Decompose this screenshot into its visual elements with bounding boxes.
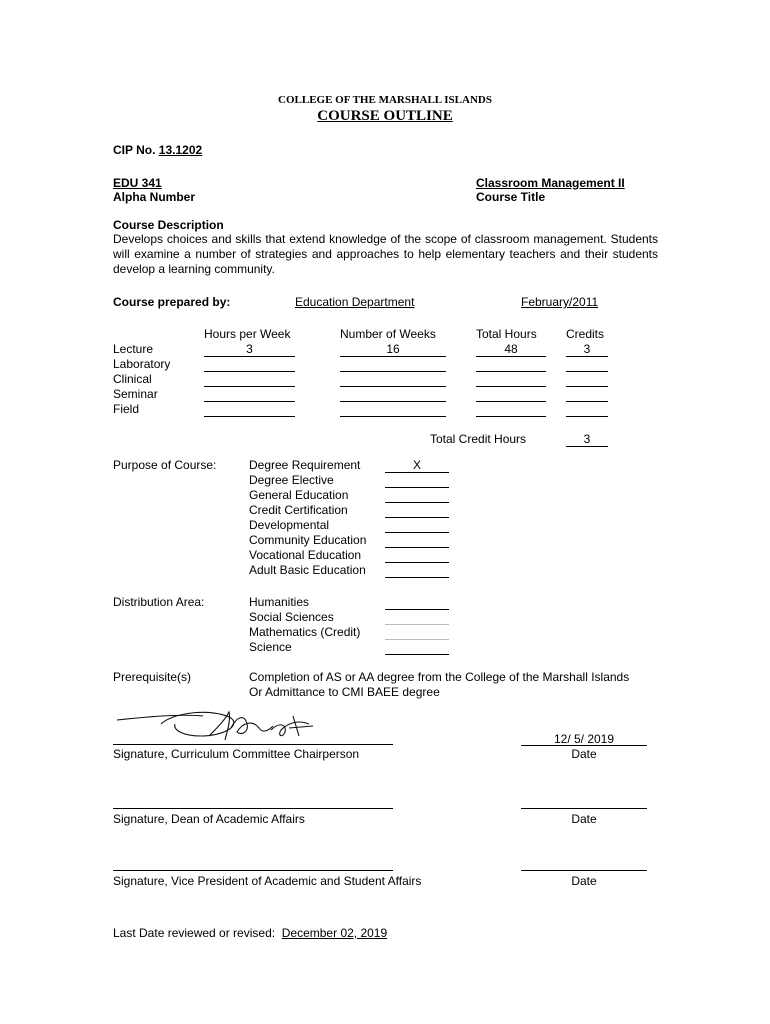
course-title: Classroom Management II bbox=[476, 176, 625, 190]
blank-line bbox=[476, 401, 546, 402]
cip-label: CIP No. bbox=[113, 143, 156, 157]
blank-line bbox=[340, 371, 446, 372]
blank-line bbox=[476, 371, 546, 372]
prerequisite-line-2: Or Admittance to CMI BAEE degree bbox=[249, 685, 440, 699]
distribution-item: Humanities bbox=[249, 595, 310, 609]
prepared-by-department: Education Department bbox=[295, 295, 415, 309]
blank-line bbox=[385, 577, 449, 578]
last-reviewed bbox=[113, 926, 387, 940]
blank-line bbox=[385, 639, 449, 640]
row-label-seminar: Seminar bbox=[113, 387, 158, 401]
signature-role: Signature, Dean of Academic Affairs bbox=[113, 812, 305, 826]
blank-line bbox=[340, 356, 446, 357]
blank-line bbox=[385, 517, 449, 518]
total-credit-hours-value: 3 bbox=[583, 432, 591, 446]
distribution-item: Mathematics (Credit) bbox=[249, 625, 361, 639]
blank-line bbox=[204, 371, 295, 372]
cip-value: 13.1202 bbox=[158, 143, 203, 157]
blank-line bbox=[566, 401, 608, 402]
date-label: Date bbox=[571, 812, 597, 826]
distribution-item: Social Sciences bbox=[249, 610, 334, 624]
blank-line bbox=[566, 446, 608, 447]
row-label-lecture: Lecture bbox=[113, 342, 154, 356]
blank-line bbox=[566, 416, 608, 417]
last-reviewed-label: Last Date reviewed or revised: bbox=[113, 926, 276, 940]
col-hours-per-week: Hours per Week bbox=[204, 327, 291, 341]
purpose-item: General Education bbox=[249, 488, 349, 502]
blank-line bbox=[204, 386, 295, 387]
prepared-by-label: Course prepared by: bbox=[113, 295, 231, 309]
signature-line bbox=[113, 870, 393, 871]
signature-role: Signature, Vice President of Academic and Student Affairs bbox=[113, 874, 422, 888]
purpose-item: Vocational Education bbox=[249, 548, 362, 562]
blank-line bbox=[385, 532, 449, 533]
blank-line bbox=[340, 386, 446, 387]
signature-line bbox=[113, 744, 393, 745]
prerequisite-line-1: Completion of AS or AA degree from the College of the Marshall Islands bbox=[249, 670, 630, 684]
course-title-label: Course Title bbox=[476, 190, 546, 204]
blank-line bbox=[476, 416, 546, 417]
row-label-clinical: Clinical bbox=[113, 372, 152, 386]
alpha-number: EDU 341 bbox=[113, 176, 162, 190]
blank-line bbox=[340, 416, 446, 417]
blank-line bbox=[385, 487, 449, 488]
distribution-label: Distribution Area: bbox=[113, 595, 205, 609]
col-number-of-weeks: Number of Weeks bbox=[340, 327, 436, 341]
lecture-total-hours: 48 bbox=[504, 342, 518, 356]
blank-line bbox=[566, 386, 608, 387]
purpose-item: Community Education bbox=[249, 533, 367, 547]
date-line bbox=[521, 745, 647, 746]
blank-line bbox=[385, 547, 449, 548]
signature-role: Signature, Curriculum Committee Chairperson bbox=[113, 747, 360, 761]
blank-line bbox=[385, 654, 449, 655]
blank-line bbox=[204, 401, 295, 402]
purpose-item: Developmental bbox=[249, 518, 330, 532]
cip-row bbox=[113, 143, 202, 157]
blank-line bbox=[385, 502, 449, 503]
blank-line bbox=[566, 356, 608, 357]
col-credits: Credits bbox=[566, 327, 605, 341]
blank-line bbox=[476, 356, 546, 357]
total-credit-hours-label: Total Credit Hours bbox=[430, 432, 527, 446]
purpose-item: Credit Certification bbox=[249, 503, 348, 517]
distribution-item: Science bbox=[249, 640, 292, 654]
purpose-mark: X bbox=[412, 458, 421, 472]
blank-line bbox=[385, 472, 449, 473]
lecture-number-of-weeks: 16 bbox=[386, 342, 400, 356]
purpose-item: Degree Elective bbox=[249, 473, 334, 487]
date-label: Date bbox=[571, 874, 597, 888]
row-label-laboratory: Laboratory bbox=[113, 357, 171, 371]
prepared-date: February/2011 bbox=[521, 295, 599, 309]
blank-line bbox=[385, 624, 449, 625]
blank-line bbox=[566, 371, 608, 372]
lecture-hours-per-week: 3 bbox=[246, 342, 253, 356]
document-title: COURSE OUTLINE bbox=[317, 108, 453, 124]
signature-line bbox=[113, 808, 393, 809]
description-heading: Course Description bbox=[113, 218, 224, 232]
institution-name: COLLEGE OF THE MARSHALL ISLANDS bbox=[278, 94, 492, 106]
blank-line bbox=[204, 356, 295, 357]
blank-line bbox=[385, 609, 449, 610]
prerequisite-label: Prerequisite(s) bbox=[113, 670, 192, 684]
blank-line bbox=[340, 401, 446, 402]
lecture-credits: 3 bbox=[583, 342, 591, 356]
purpose-label: Purpose of Course: bbox=[113, 458, 217, 472]
blank-line bbox=[385, 562, 449, 563]
date-label: Date bbox=[571, 747, 597, 761]
blank-line bbox=[204, 416, 295, 417]
last-reviewed-date: December 02, 2019 bbox=[281, 926, 388, 940]
purpose-item: Adult Basic Education bbox=[249, 563, 366, 577]
signature-date-value: 12/ 5/ 2019 bbox=[553, 732, 615, 746]
blank-line bbox=[476, 386, 546, 387]
description-text: Develops choices and skills that extend knowledge of the scope of classroom management. Students will examine a number of strategies and approaches to help elementary teachers and their students develop a learning community. bbox=[113, 232, 658, 276]
date-line bbox=[521, 808, 647, 809]
alpha-number-label: Alpha Number bbox=[113, 190, 196, 204]
col-total-hours: Total Hours bbox=[476, 327, 537, 341]
purpose-item: Degree Requirement bbox=[249, 458, 361, 472]
row-label-field: Field bbox=[113, 402, 140, 416]
date-line bbox=[521, 870, 647, 871]
